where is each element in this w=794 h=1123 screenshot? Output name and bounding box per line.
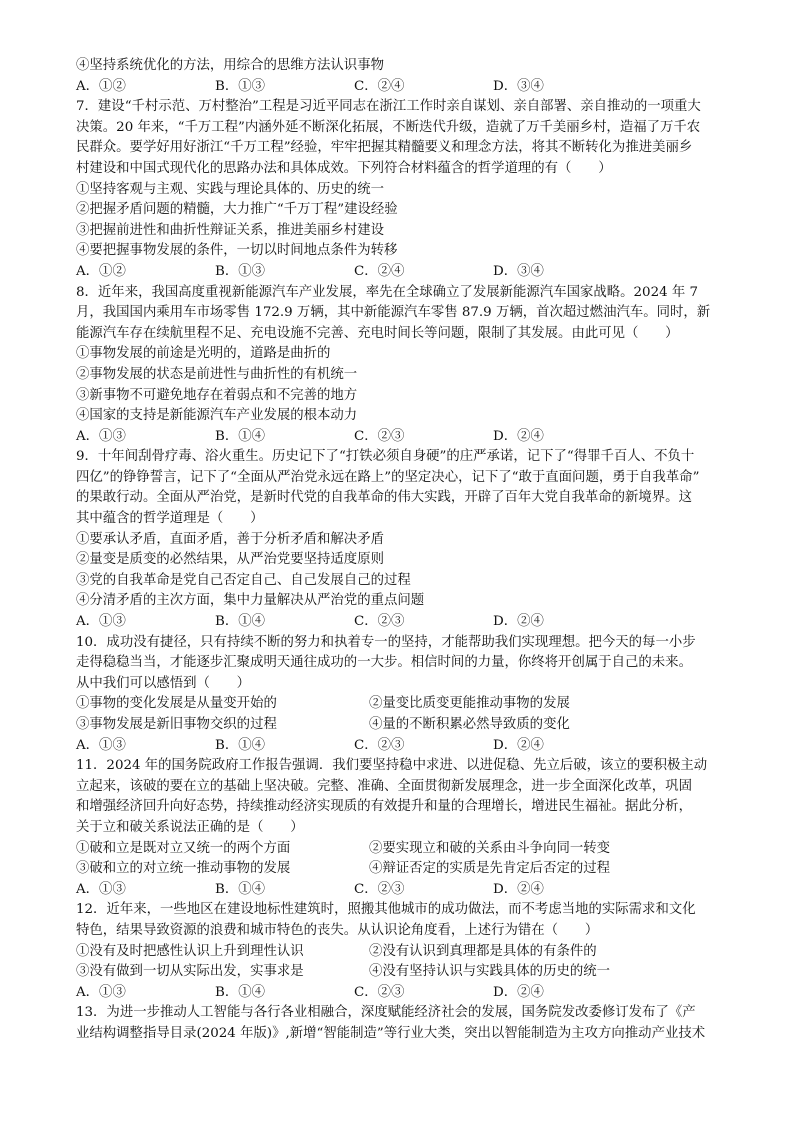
option-row [76, 694, 732, 715]
answer-choices [76, 427, 732, 448]
option-row [76, 859, 732, 880]
question-13 [76, 1003, 732, 1044]
option-item: ②量变是质变的必然结果，从严治党要坚持适度原则 [76, 552, 384, 568]
answer-a[interactable]: A．①③ [76, 614, 126, 630]
answer-a[interactable]: A．①③ [76, 881, 126, 897]
question-stem: 决策。20 年来，“千万工程”内涵外延不断深化拓展，不断迭代升级，造就了万千美丽乡村，造福了万千农 [76, 119, 701, 135]
q6-answers [76, 77, 732, 98]
question-stem: 村建设和中国式现代化的思路办法和具体成效。下列符合材料蕴含的哲学道理的有（ ） [76, 160, 612, 176]
answer-b[interactable]: B．①④ [215, 881, 266, 897]
option-item: ②量变比质变更能推动事物的发展 [369, 696, 570, 712]
answer-d[interactable]: D．③④ [493, 78, 544, 94]
answer-b[interactable]: B．①④ [215, 614, 266, 630]
option-item: ①坚持客观与主观、实践与理论具体的、历史的统一 [76, 181, 384, 197]
answer-d[interactable]: D．②④ [493, 984, 544, 1000]
answer-d[interactable]: D．②④ [493, 614, 544, 630]
answer-d[interactable]: D．③④ [493, 263, 544, 279]
answer-choices [76, 880, 732, 901]
answer-c[interactable]: C．②③ [354, 614, 405, 630]
question-stem: 从中我们可以感悟到（ ） [76, 675, 251, 691]
option-item: ④国家的支持是新能源汽车产业发展的根本动力 [76, 408, 358, 424]
option-item: ④量的不断积累必然导致质的变化 [369, 717, 570, 732]
answer-choices [76, 262, 732, 283]
option-item: ①事物发展的前途是光明的，道路是曲折的 [76, 346, 331, 362]
question-stem: 民群众。要学好用好浙江“千万工程”经验，牢牢把握其精髓要义和理念方法，将其不断转化为推进美丽乡 [76, 140, 693, 156]
answer-a[interactable]: A．①② [76, 78, 126, 94]
option-item: ①没有及时把感性认识上升到理性认识 [76, 943, 304, 959]
answer-a[interactable]: A．①③ [76, 428, 126, 444]
answer-choices [76, 736, 732, 757]
question-stem: 走得稳稳当当，才能逐步汇聚成明天通往成功的一大步。相信时间的力量，你终将开创属于自己的未来。 [76, 655, 692, 671]
question-stem: 的果敢行动。全面从严治党，是新时代党的自我革命的伟大实践，开辟了百年大党自我革命的新境界。这 [76, 490, 692, 506]
answer-d[interactable]: D．②④ [493, 737, 544, 753]
answer-c[interactable]: C．②③ [354, 428, 405, 444]
option-item: ④没有坚持认识与实践具体的历史的统一 [369, 964, 611, 980]
option-item: ①要承认矛盾，直面矛盾，善于分析矛盾和解决矛盾 [76, 531, 384, 547]
option-item: ①事物的变化发展是从量变开始的 [76, 696, 277, 712]
question-stem: 业结构调整指导目录(2024 年版)》,新增“智能制造”等行业大类，突出以智能制造为主攻方向推动产业技术 [76, 1025, 706, 1041]
option-item: ③把握前进性和曲折性辩证关系，推进美丽乡村建设 [76, 222, 384, 238]
question-12 [76, 900, 732, 1003]
answer-c[interactable]: C．②③ [354, 737, 405, 753]
answer-a[interactable]: A．①② [76, 263, 126, 279]
question-stem: 和增强经济回升向好态势，持续推动经济实现质的有效提升和量的合理增长，增进民生福祉。据此分析， [76, 799, 692, 815]
answer-b[interactable]: B．①③ [215, 263, 266, 279]
question-stem: 12．近年来，一些地区在建设地标性建筑时，照搬其他城市的成功做法，而不考虑当地的实际需求和文化 [76, 902, 696, 918]
option-item: ④辩证否定的实质是先肯定后否定的过程 [369, 861, 611, 877]
question-9 [76, 447, 732, 632]
option-item: ③新事物不可避免地存在着弱点和不完善的地方 [76, 387, 358, 403]
answer-d[interactable]: D．②④ [493, 881, 544, 897]
answer-c[interactable]: C．②④ [354, 78, 405, 94]
question-8 [76, 283, 732, 448]
question-stem: 8．近年来，我国高度重视新能源汽车产业发展，率先在全球确立了发展新能源汽车国家战略。2024 年 7 [76, 284, 699, 300]
option-item: ②没有认识到真理都是具体的有条件的 [369, 943, 597, 959]
answer-b[interactable]: B．①④ [215, 737, 266, 753]
question-stem: 11．2024 年的国务院政府工作报告强调．我们要坚持稳中求进、以进促稳、先立后破，该立的要积极主动 [76, 758, 708, 774]
answer-d[interactable]: D．②④ [493, 428, 544, 444]
option-item: ③没有做到一切从实际出发，实事求是 [76, 964, 304, 980]
question-stem: 四亿”的铮铮誓言，记下了“全面从严治党永远在路上”的坚定决心，记下了“敢于直面问题，勇于自我革命” [76, 469, 700, 485]
question-11 [76, 756, 732, 900]
answer-c[interactable]: C．②③ [354, 881, 405, 897]
option-row [76, 962, 732, 983]
question-stem: 9．十年间刮骨疗毒、浴火重生。历史记下了“打铁必须自身硬”的庄严承诺，记下了“得罪千百人、不负十 [76, 449, 695, 465]
question-10 [76, 633, 732, 757]
answer-b[interactable]: B．①④ [215, 428, 266, 444]
option-item: ③破和立的对立统一推动事物的发展 [76, 861, 291, 877]
answer-c[interactable]: C．②③ [354, 984, 405, 1000]
answer-b[interactable]: B．①③ [215, 78, 266, 94]
option-item: ④要把握事物发展的条件，一切以时间地点条件为转移 [76, 243, 398, 259]
answer-a[interactable]: A．①③ [76, 737, 126, 753]
option-row [76, 715, 732, 736]
option-row [76, 839, 732, 860]
answer-choices [76, 612, 732, 633]
question-stem: 关于立和破关系说法正确的是（ ） [76, 819, 304, 835]
q6-item-4: ④坚持系统优化的方法，用综合的思维方法认识事物 [76, 58, 384, 73]
option-item: ④分清矛盾的主次方面，集中力量解决从严治党的重点问题 [76, 593, 425, 609]
question-stem: 能源汽车存在续航里程不足、充电设施不完善、充电时间长等问题，限制了其发展。由此可见（ ） [76, 325, 679, 341]
option-row [76, 942, 732, 963]
option-item: ①破和立是既对立又统一的两个方面 [76, 840, 291, 856]
answer-b[interactable]: B．①④ [215, 984, 266, 1000]
question-stem: 月，我国国内乘用车市场零售 172.9 万辆，其中新能源汽车零售 87.9 万辆，首次超过燃油汽车。同时，新 [76, 305, 711, 321]
option-item: ③党的自我革命是党自己否定自己、自己发展自己的过程 [76, 572, 411, 588]
answer-c[interactable]: C．②④ [354, 263, 405, 279]
question-7 [76, 97, 732, 282]
question-stem: 13．为进一步推动人工智能与各行各业相融合，深度赋能经济社会的发展，国务院发改委修订发布了《产 [76, 1005, 696, 1021]
option-item: ②事物发展的状态是前进性与曲折性的有机统一 [76, 366, 358, 382]
question-stem: 特色，结果导致资源的浪费和城市特色的丧失。从认识论角度看，上述行为错在（ ） [76, 922, 599, 938]
answer-a[interactable]: A．①③ [76, 984, 126, 1000]
question-stem: 10．成功没有捷径，只有持续不断的努力和执着专一的坚持，才能帮助我们实现理想。把今天的每一小步 [76, 634, 696, 650]
question-stem: 立起来，该破的要在立的基础上坚决破。完整、准确、全面贯彻新发展理念，进一步全面深化改革，巩固 [76, 778, 692, 794]
option-item: ②把握矛盾问题的精髓，大力推广“千万丁程”建设经验 [76, 202, 398, 218]
answer-choices [76, 983, 732, 1004]
option-item: ③事物发展是新旧事物交织的过程 [76, 717, 277, 732]
option-item: ②要实现立和破的关系由斗争向同一转变 [369, 840, 611, 856]
question-stem: 其中蕴含的哲学道理是（ ） [76, 511, 264, 527]
question-stem: 7．建设“千村示范、万村整治”工程是习近平同志在浙江工作时亲自谋划、亲自部署、亲自推动的一项重大 [76, 99, 701, 115]
